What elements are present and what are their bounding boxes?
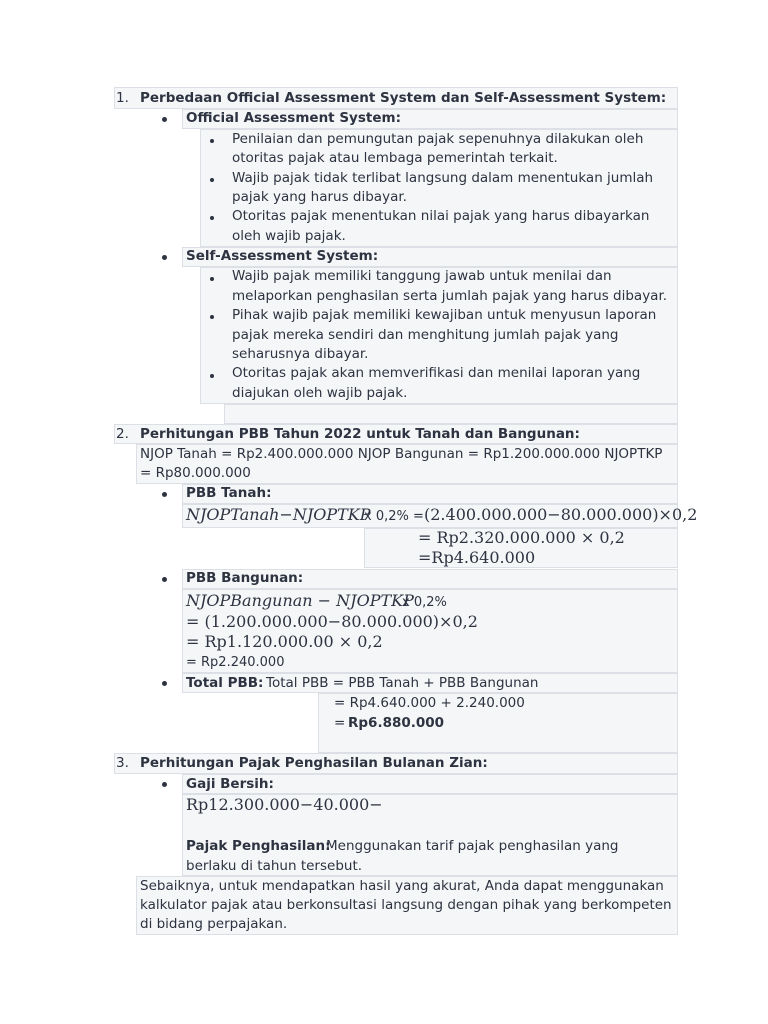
section-2-intro-line-1: NJOP Tanah = Rp2.400.000.000 NJOP Bangunan = Rp1.200.000.000 NJOPTKP — [140, 446, 663, 462]
total-line-3-eq: = — [334, 715, 346, 731]
section-3-number: 3. — [116, 755, 129, 771]
bullet-self-1 — [210, 277, 214, 281]
bullet-self-2 — [210, 315, 214, 319]
section-1-tail-box — [224, 404, 678, 424]
bangunan-heading: PBB Bangunan: — [186, 570, 304, 586]
self-item-2-line-1: Pihak wajib pajak memiliki kewajiban untuk menyusun laporan — [232, 307, 657, 323]
self-item-2-line-2: pajak mereka sendiri dan menghitung jumlah pajak yang — [232, 327, 619, 343]
official-item-1-line-1: Penilaian dan pemungutan pajak sepenuhnya dilakukan oleh — [232, 131, 644, 147]
bangunan-line-2: = (1.200.000.000−80.000.000)×0,2 — [186, 612, 478, 631]
official-heading: Official Assessment System: — [186, 110, 401, 126]
bullet-bangunan — [162, 577, 167, 582]
bangunan-mult: x 0,2% — [402, 595, 447, 610]
bullet-tanah — [162, 492, 167, 497]
tanah-heading: PBB Tanah: — [186, 485, 272, 501]
bangunan-expr: NJOPBangunan − NJOPTKP — [186, 591, 414, 610]
bullet-self — [162, 255, 167, 260]
official-item-3-line-1: Otoritas pajak menentukan nilai pajak yang harus dibayarkan — [232, 208, 650, 224]
total-heading: Total PBB: — [186, 675, 264, 691]
bangunan-line-4: = Rp2.240.000 — [186, 655, 285, 670]
official-item-2-line-1: Wajib pajak tidak terlibat langsung dalam menentukan jumlah — [232, 170, 654, 186]
bullet-official — [162, 117, 167, 122]
pph-label: Pajak Penghasilan: — [186, 838, 331, 854]
official-item-2-line-2: pajak yang harus dibayar. — [232, 189, 407, 205]
section-1-title: Perbedaan Official Assessment System dan Self-Assessment System: — [140, 90, 667, 106]
bangunan-line-3: = Rp1.120.000.00 × 0,2 — [186, 632, 383, 651]
self-item-1-line-1: Wajib pajak memiliki tanggung jawab untuk menilai dan — [232, 268, 612, 284]
self-heading: Self-Assessment System: — [186, 248, 379, 264]
self-item-3-line-1: Otoritas pajak akan memverifikasi dan menilai laporan yang — [232, 365, 641, 381]
bullet-official-3 — [210, 216, 214, 220]
section-1-number: 1. — [116, 90, 129, 106]
note-line-1: Sebaiknya, untuk mendapatkan hasil yang akurat, Anda dapat menggunakan — [140, 878, 664, 894]
section-3-title: Perhitungan Pajak Penghasilan Bulanan Zian: — [140, 755, 488, 771]
pph-text-line-2: berlaku di tahun tersebut. — [186, 858, 363, 874]
note-line-3: di bidang perpajakan. — [140, 916, 288, 932]
tanah-expr: NJOPTanah−NJOPTKP — [186, 505, 371, 524]
bullet-gaji — [162, 782, 167, 787]
gaji-heading: Gaji Bersih: — [186, 776, 274, 792]
total-formula: Total PBB = PBB Tanah + PBB Bangunan — [266, 675, 539, 691]
pph-text-line-1: Menggunakan tarif pajak penghasilan yang — [326, 838, 619, 854]
self-item-2-line-3: seharusnya dibayar. — [232, 346, 369, 362]
official-item-1-line-2: otoritas pajak atau lembaga pemerintah terkait. — [232, 150, 558, 166]
section-2-number: 2. — [116, 426, 129, 442]
tanah-step-1: = Rp2.320.000.000 × 0,2 — [418, 528, 625, 547]
tanah-step-2: =Rp4.640.000 — [418, 548, 536, 567]
bullet-official-2 — [210, 178, 214, 182]
total-result: Rp6.880.000 — [348, 715, 445, 731]
total-line-2: = Rp4.640.000 + 2.240.000 — [334, 695, 525, 711]
bullet-total — [162, 681, 167, 686]
tanah-calc: (2.400.000.000−80.000.000)×0,2 — [424, 505, 698, 524]
bullet-official-1 — [210, 139, 214, 143]
official-item-3-line-2: oleh wajib pajak. — [232, 228, 346, 244]
tanah-mult: x 0,2% = — [364, 509, 424, 524]
bullet-self-3 — [210, 374, 214, 378]
section-2-title: Perhitungan PBB Tahun 2022 untuk Tanah dan Bangunan: — [140, 426, 580, 442]
self-item-1-line-2: melaporkan penghasilan serta jumlah pajak yang harus dibayar. — [232, 288, 668, 304]
section-2-intro-line-2: = Rp80.000.000 — [140, 465, 251, 481]
note-line-2: kalkulator pajak atau berkonsultasi langsung dengan pihak yang berkompeten — [140, 897, 672, 913]
gaji-expr: Rp12.300.000−40.000− — [186, 795, 383, 814]
self-item-3-line-2: diajukan oleh wajib pajak. — [232, 385, 408, 401]
